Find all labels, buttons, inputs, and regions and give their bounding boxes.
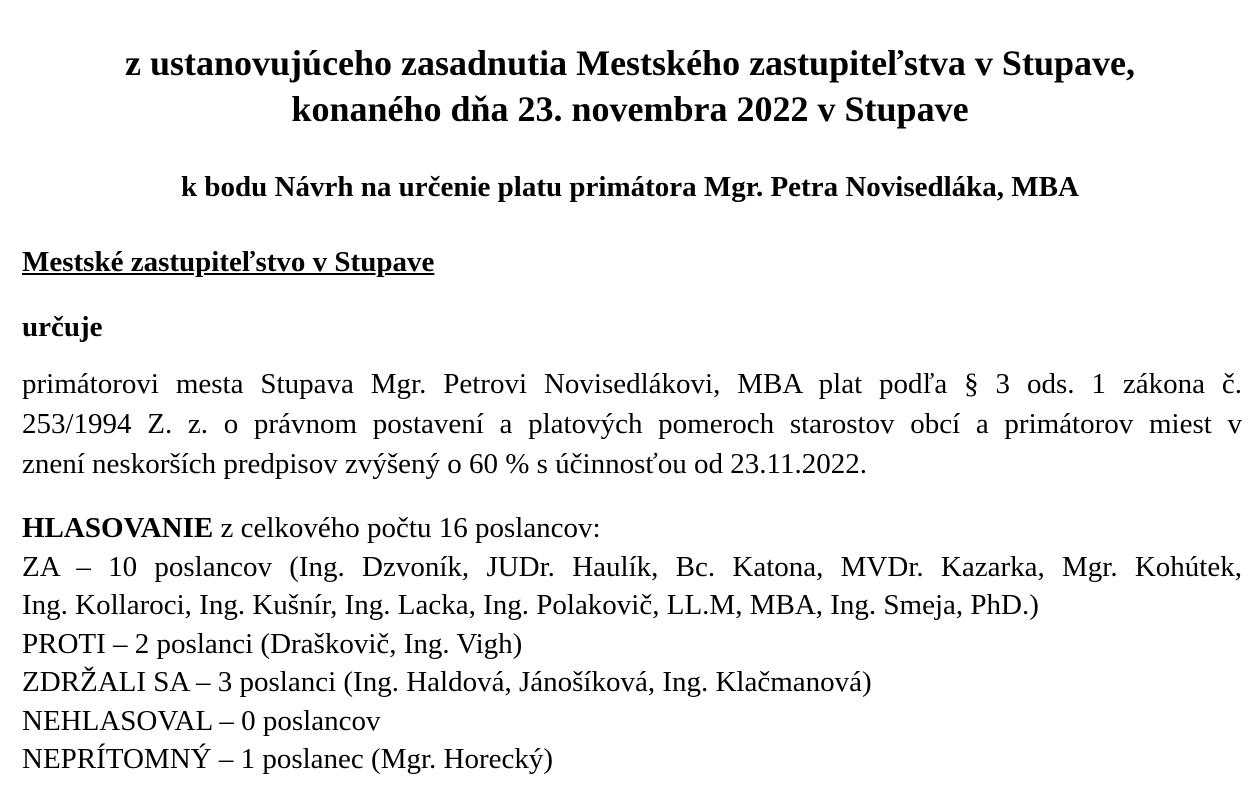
voting-label: HLASOVANIE (22, 512, 214, 544)
resolution-text (22, 364, 1242, 484)
voting-section (22, 509, 1242, 779)
agenda-item-title: Návrh na určenie platu primátora Mgr. Petra Novisedláka, MBA (274, 171, 1079, 203)
voting-header (22, 509, 1242, 548)
document-title-line-1: z ustanovujúceho zasadnutia Mestského zastupiteľstva v Stupave, (125, 43, 1135, 83)
vote-not-voted: NEHLASOVAL – 0 poslancov (22, 704, 381, 737)
resolution-line: 253/1994 Z. z. o právnom postavení a platových pomeroch starostov obcí a primátorov miest v (22, 408, 1242, 440)
voting-intro: z celkového počtu 16 poslancov: (220, 512, 601, 544)
agenda-prefix: k bodu (181, 171, 268, 203)
resolution-verb: určuje (22, 311, 103, 343)
agenda-item (0, 170, 1260, 204)
resolution-line: znení neskorších predpisov zvýšený o 60 % s účinnosťou od 23.11.2022. (22, 448, 867, 480)
vote-abstained: ZDRŽALI SA – 3 poslanci (Ing. Haldová, Jánošíková, Ing. Klačmanová) (22, 666, 872, 698)
vote-for-line: ZA – 10 poslancov (Ing. Dzvoník, JUDr. Haulík, Bc. Katona, MVDr. Kazarka, Mgr. Kohútek, (22, 550, 1242, 583)
document-title-line-2: konaného dňa 23. novembra 2022 v Stupave (291, 89, 969, 129)
vote-absent: NEPRÍTOMNÝ – 1 poslanec (Mgr. Horecký) (22, 743, 554, 775)
council-name: Mestské zastupiteľstvo v Stupave (22, 246, 435, 278)
vote-against: PROTI – 2 poslanci (Draškovič, Ing. Vigh) (22, 627, 523, 660)
resolution-line: primátorovi mesta Stupava Mgr. Petrovi Novisedlákovi, MBA plat podľa § 3 ods. 1 zákona č. (22, 368, 1242, 400)
vote-for-line: Ing. Kollaroci, Ing. Kušnír, Ing. Lacka, Ing. Polakovič, LL.M, MBA, Ing. Smeja, PhD.) (22, 589, 1039, 621)
